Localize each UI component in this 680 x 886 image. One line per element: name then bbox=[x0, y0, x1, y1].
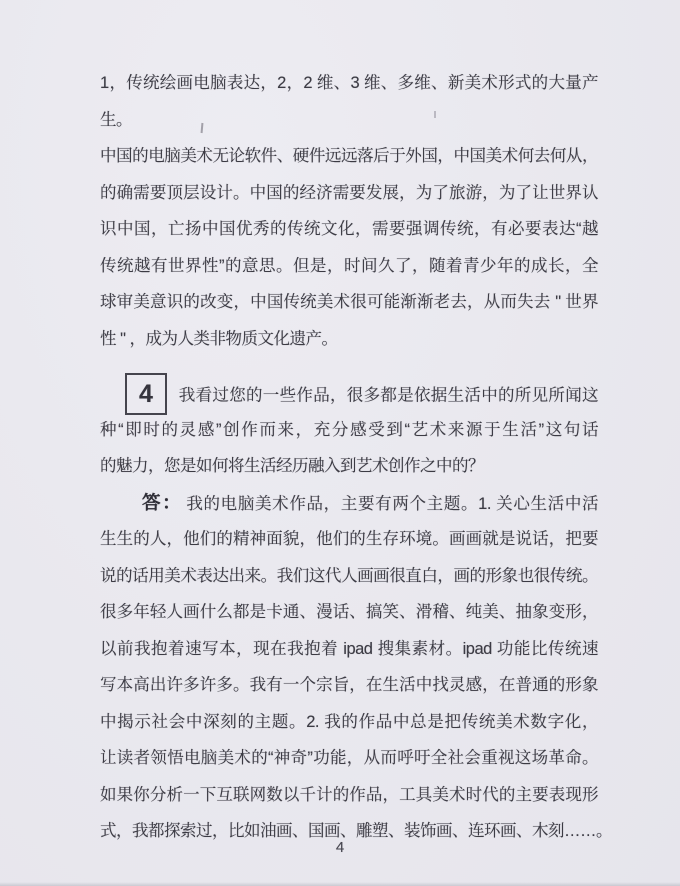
question-number: 4 bbox=[139, 380, 153, 408]
text-line: 种“即时的灵感”创作而来，充分感受到“艺术来源于生活”这句话 bbox=[100, 420, 598, 439]
text-line: 传统越有世界性”的意思。但是，时间久了，随着青少年的成长，全 bbox=[100, 256, 598, 275]
question-first-line bbox=[100, 375, 598, 412]
text-line: 球审美意识的改变，中国传统美术很可能渐渐老去，从而失去 " 世界 bbox=[100, 293, 598, 311]
paragraph-intro-list bbox=[100, 65, 598, 138]
page-number: 4 bbox=[335, 839, 345, 856]
text-line: 1，传统绘画电脑表达，2，2 维、3 维、多维、新美术形式的大量产 bbox=[100, 74, 598, 92]
document-body bbox=[100, 65, 612, 850]
answer-line-text: 我的电脑美术作品，主要有两个主题。1. 关心生活中活 bbox=[186, 494, 598, 513]
text-line: 的确需要顶层设计。中国的经济需要发展，为了旅游，为了让世界认 bbox=[100, 183, 598, 202]
text-line: 式，我都探索过，比如油画、国画、雕塑、装饰画、连环画、木刻……。 bbox=[100, 822, 612, 840]
question-line-text: 我看过您的一些作品，很多都是依据生活中的所见所闻这 bbox=[178, 386, 598, 405]
text-line: 中国的电脑美术无论软件、硬件远远落后于外国，中国美术何去何从， bbox=[100, 147, 598, 165]
text-line: 中揭示社会中深刻的主题。2. 我的作品中总是把传统美术数字化， bbox=[100, 712, 598, 731]
text-line: 生生的人，他们的精神面貌，他们的生存环境。画画就是说话，把要 bbox=[100, 530, 598, 548]
text-line: 识中国，亡扬中国优秀的传统文化，需要强调传统，有必要表达“越 bbox=[100, 220, 598, 238]
answer-label: 答： bbox=[142, 491, 183, 513]
text-line: 如果你分析一下互联网数以千计的作品，工具美术时代的主要表现形 bbox=[100, 785, 598, 804]
question-block bbox=[100, 375, 598, 485]
text-line: 说的话用美术表达出来。我们这代人画画很直白，画的形象也很传统。 bbox=[100, 566, 598, 585]
text-line: 让读者领悟电脑美术的“神奇”功能，从而呼吁全社会重视这场革命。 bbox=[100, 749, 598, 767]
text-line: 的魅力，您是如何将生活经历融入到艺术创作之中的？ bbox=[100, 457, 484, 475]
text-line: 以前我抱着速写本，现在我抱着 ipad 搜集素材。ipad 功能比传统速 bbox=[100, 639, 598, 658]
text-line: 很多年轻人画什么都是卡通、漫话、搞笑、滑稽、纯美、抽象变形， bbox=[100, 603, 598, 621]
answer-block bbox=[100, 485, 612, 850]
text-line: 写本高出许多许多。我有一个宗旨，在生活中找灵感，在普通的形象 bbox=[100, 676, 598, 694]
text-line: 性 " ，成为人类非物质文化遗产。 bbox=[100, 329, 338, 348]
question-number-box bbox=[125, 373, 167, 415]
paragraph-spacer bbox=[100, 357, 598, 375]
answer-first-line bbox=[100, 485, 598, 522]
paragraph-china-computer-art bbox=[100, 138, 598, 357]
text-line: 生。 bbox=[100, 110, 132, 129]
